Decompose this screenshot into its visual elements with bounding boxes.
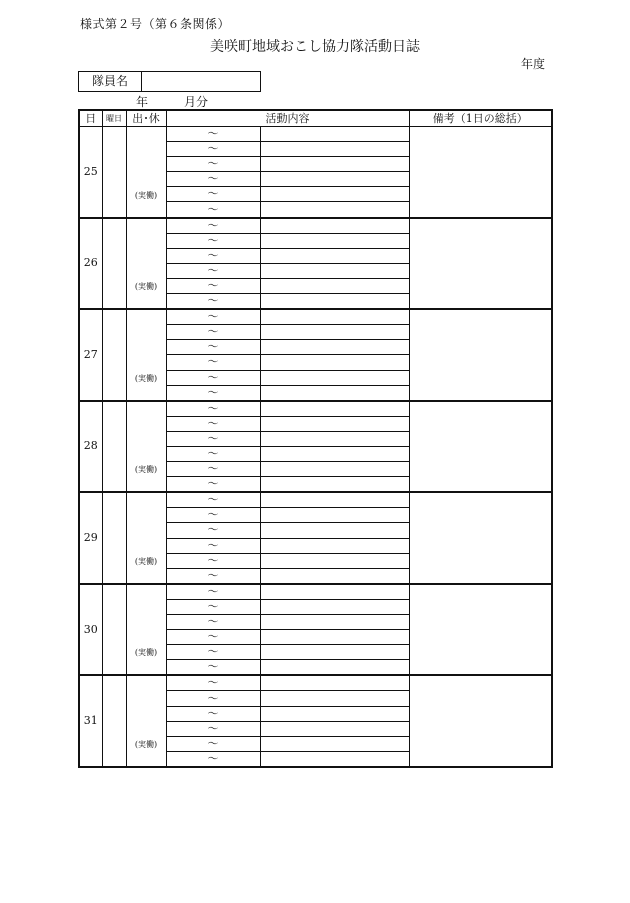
time-range-cell[interactable]: 〜: [166, 660, 260, 676]
time-range-cell[interactable]: 〜: [166, 309, 260, 325]
attendance-cell[interactable]: [126, 401, 166, 493]
year-label: 年: [136, 95, 149, 109]
activity-content-cell[interactable]: [260, 263, 409, 278]
activity-content-cell[interactable]: [260, 721, 409, 736]
weekday-cell[interactable]: [102, 127, 126, 218]
weekday-cell[interactable]: [102, 675, 126, 767]
column-header-weekday: 曜日: [102, 110, 126, 127]
attendance-cell[interactable]: [126, 492, 166, 584]
time-range-cell[interactable]: 〜: [166, 325, 260, 340]
activity-content-cell[interactable]: [260, 736, 409, 751]
member-name-label: 隊員名: [79, 72, 142, 91]
table-header-row: [79, 110, 552, 127]
activity-content-cell[interactable]: [260, 233, 409, 248]
time-range-cell[interactable]: 〜: [166, 568, 260, 584]
activity-content-cell[interactable]: [260, 751, 409, 767]
activity-content-cell[interactable]: [260, 706, 409, 721]
remarks-cell[interactable]: [409, 675, 552, 767]
activity-content-cell[interactable]: [260, 416, 409, 431]
remarks-cell[interactable]: [409, 584, 552, 676]
day-block: [79, 492, 552, 584]
time-range-cell[interactable]: 〜: [166, 278, 260, 293]
time-range-cell[interactable]: 〜: [166, 523, 260, 538]
attendance-cell[interactable]: [126, 309, 166, 401]
time-range-cell[interactable]: 〜: [166, 355, 260, 370]
column-header-activity: 活動内容: [166, 110, 409, 127]
table-row: [79, 309, 552, 325]
activity-content-cell[interactable]: [260, 157, 409, 172]
activity-content-cell[interactable]: [260, 553, 409, 568]
time-range-cell[interactable]: 〜: [166, 446, 260, 461]
day-block: [79, 675, 552, 767]
column-header-attendance: 出･休: [126, 110, 166, 127]
time-range-cell[interactable]: 〜: [166, 538, 260, 553]
time-range-cell[interactable]: 〜: [166, 615, 260, 630]
form-number: 様式第２号（第６条関係）: [80, 17, 231, 31]
day-number-cell: 31: [79, 675, 102, 767]
activity-content-cell[interactable]: [260, 187, 409, 202]
activity-log-table: [78, 109, 553, 768]
member-name-field[interactable]: [142, 72, 260, 91]
time-range-cell[interactable]: 〜: [166, 248, 260, 263]
activity-content-cell[interactable]: [260, 355, 409, 370]
activity-content-cell[interactable]: [260, 446, 409, 461]
activity-content-cell[interactable]: [260, 645, 409, 660]
day-block: [79, 309, 552, 401]
page-title: 美咲町地域おこし協力隊活動日誌: [210, 39, 420, 55]
time-range-cell[interactable]: 〜: [166, 401, 260, 417]
fiscal-year-label: 年度: [521, 57, 546, 71]
activity-content-cell[interactable]: [260, 340, 409, 355]
day-number-cell: 28: [79, 401, 102, 493]
day-number-cell: 27: [79, 309, 102, 401]
activity-content-cell[interactable]: [260, 691, 409, 706]
remarks-cell[interactable]: [409, 127, 552, 218]
activity-content-cell[interactable]: [260, 615, 409, 630]
time-range-cell[interactable]: 〜: [166, 553, 260, 568]
time-range-cell[interactable]: 〜: [166, 492, 260, 508]
activity-content-cell[interactable]: [260, 385, 409, 401]
time-range-cell[interactable]: 〜: [166, 340, 260, 355]
remarks-cell[interactable]: [409, 401, 552, 493]
time-range-cell[interactable]: 〜: [166, 462, 260, 477]
time-range-cell[interactable]: 〜: [166, 202, 260, 218]
day-number-cell: 25: [79, 127, 102, 218]
activity-content-cell[interactable]: [260, 477, 409, 493]
remarks-cell[interactable]: [409, 492, 552, 584]
table-row: [79, 675, 552, 691]
day-number-cell: 30: [79, 584, 102, 676]
time-range-cell[interactable]: 〜: [166, 508, 260, 523]
weekday-cell[interactable]: [102, 492, 126, 584]
time-range-cell[interactable]: 〜: [166, 645, 260, 660]
time-range-cell[interactable]: 〜: [166, 172, 260, 187]
attendance-cell[interactable]: [126, 584, 166, 676]
table-row: [79, 218, 552, 234]
activity-content-cell[interactable]: [260, 309, 409, 325]
attendance-cell[interactable]: [126, 218, 166, 310]
remarks-cell[interactable]: [409, 218, 552, 310]
activity-content-cell[interactable]: [260, 584, 409, 600]
day-number-cell: 26: [79, 218, 102, 310]
table-row: [79, 492, 552, 508]
day-number-cell: 29: [79, 492, 102, 584]
day-block: [79, 127, 552, 218]
activity-content-cell[interactable]: [260, 370, 409, 385]
time-range-cell[interactable]: 〜: [166, 675, 260, 691]
weekday-cell[interactable]: [102, 584, 126, 676]
column-header-day: 日: [79, 110, 102, 127]
time-range-cell[interactable]: 〜: [166, 736, 260, 751]
remarks-cell[interactable]: [409, 309, 552, 401]
time-range-cell[interactable]: 〜: [166, 630, 260, 645]
worked-hours-label: (実働): [134, 465, 158, 475]
time-range-cell[interactable]: 〜: [166, 263, 260, 278]
weekday-cell[interactable]: [102, 309, 126, 401]
activity-content-cell[interactable]: [260, 462, 409, 477]
worked-hours-label: (実働): [134, 739, 158, 749]
time-range-cell[interactable]: 〜: [166, 187, 260, 202]
worked-hours-label: (実働): [134, 373, 158, 383]
time-range-cell[interactable]: 〜: [166, 477, 260, 493]
worked-hours-label: (実働): [134, 556, 158, 566]
time-range-cell[interactable]: 〜: [166, 751, 260, 767]
column-header-remarks: 備考（1日の総括）: [409, 110, 552, 127]
activity-content-cell[interactable]: [260, 127, 409, 142]
activity-content-cell[interactable]: [260, 523, 409, 538]
worked-hours-label: (実働): [134, 282, 158, 292]
time-range-cell[interactable]: 〜: [166, 127, 260, 142]
time-range-cell[interactable]: 〜: [166, 706, 260, 721]
activity-content-cell[interactable]: [260, 142, 409, 157]
activity-content-cell[interactable]: [260, 431, 409, 446]
day-block: [79, 584, 552, 676]
activity-content-cell[interactable]: [260, 538, 409, 553]
month-label: 月分: [184, 95, 209, 109]
attendance-cell[interactable]: [126, 127, 166, 218]
activity-content-cell[interactable]: [260, 325, 409, 340]
activity-content-cell[interactable]: [260, 172, 409, 187]
time-range-cell[interactable]: 〜: [166, 370, 260, 385]
day-block: [79, 401, 552, 493]
attendance-cell[interactable]: [126, 675, 166, 767]
table-row: [79, 401, 552, 417]
worked-hours-label: (実働): [134, 648, 158, 658]
activity-content-cell[interactable]: [260, 568, 409, 584]
weekday-cell[interactable]: [102, 218, 126, 310]
time-range-cell[interactable]: 〜: [166, 157, 260, 172]
activity-content-cell[interactable]: [260, 599, 409, 614]
time-range-cell[interactable]: 〜: [166, 142, 260, 157]
time-range-cell[interactable]: 〜: [166, 691, 260, 706]
weekday-cell[interactable]: [102, 401, 126, 493]
day-block: [79, 218, 552, 310]
time-range-cell[interactable]: 〜: [166, 599, 260, 614]
time-range-cell[interactable]: 〜: [166, 416, 260, 431]
activity-content-cell[interactable]: [260, 278, 409, 293]
activity-content-cell[interactable]: [260, 202, 409, 218]
activity-content-cell[interactable]: [260, 218, 409, 234]
time-range-cell[interactable]: 〜: [166, 218, 260, 234]
activity-content-cell[interactable]: [260, 248, 409, 263]
time-range-cell[interactable]: 〜: [166, 294, 260, 310]
time-range-cell[interactable]: 〜: [166, 721, 260, 736]
activity-content-cell[interactable]: [260, 675, 409, 691]
table-row: [79, 127, 552, 142]
time-range-cell[interactable]: 〜: [166, 431, 260, 446]
member-name-box: [78, 71, 261, 92]
activity-content-cell[interactable]: [260, 508, 409, 523]
activity-content-cell[interactable]: [260, 630, 409, 645]
activity-content-cell[interactable]: [260, 401, 409, 417]
activity-content-cell[interactable]: [260, 492, 409, 508]
time-range-cell[interactable]: 〜: [166, 233, 260, 248]
time-range-cell[interactable]: 〜: [166, 584, 260, 600]
activity-content-cell[interactable]: [260, 294, 409, 310]
time-range-cell[interactable]: 〜: [166, 385, 260, 401]
activity-content-cell[interactable]: [260, 660, 409, 676]
worked-hours-label: (実働): [134, 190, 158, 200]
table-row: [79, 584, 552, 600]
